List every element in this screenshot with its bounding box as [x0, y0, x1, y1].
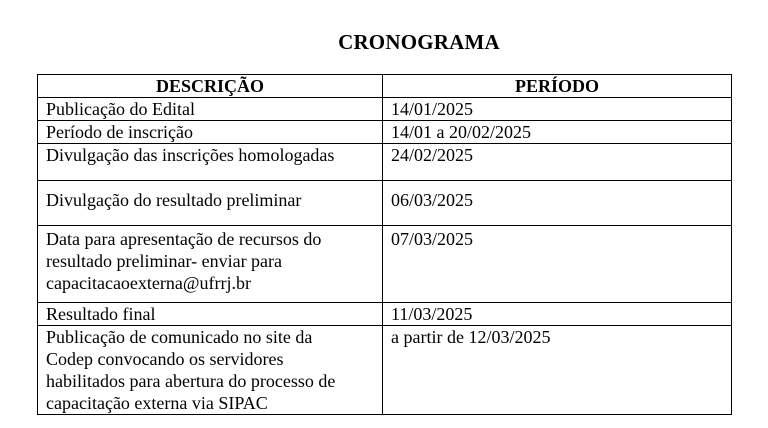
- row-description-text: Divulgação das inscrições homologadas: [46, 145, 335, 165]
- row-period: 24/02/2025: [383, 144, 732, 181]
- row-description: [38, 144, 383, 181]
- row-period: a partir de 12/03/2025: [383, 326, 732, 415]
- schedule-table: [37, 74, 732, 415]
- table-row: [38, 226, 732, 303]
- row-period: 06/03/2025: [383, 181, 732, 226]
- row-description: [38, 121, 383, 144]
- table-header-row: [38, 75, 732, 98]
- table-row: [38, 326, 732, 415]
- table-row: [38, 98, 732, 121]
- table-row: [38, 144, 732, 181]
- row-period: 11/03/2025: [383, 303, 732, 326]
- table-row: [38, 181, 732, 226]
- column-header-period: PERÍODO: [383, 75, 732, 98]
- row-description-text: Publicação do Edital: [46, 99, 195, 119]
- row-period: 14/01 a 20/02/2025: [383, 121, 732, 144]
- row-description: [38, 326, 383, 415]
- row-description-text: Divulgação do resultado preliminar: [46, 190, 302, 210]
- table-row: [38, 303, 732, 326]
- row-description: [38, 98, 383, 121]
- page-title: CRONOGRAMA: [338, 30, 500, 54]
- row-period: 14/01/2025: [383, 98, 732, 121]
- row-description: [38, 303, 383, 326]
- row-period: 07/03/2025: [383, 226, 732, 303]
- row-description-text: Período de inscrição: [46, 122, 193, 142]
- row-description-text: Publicação de comunicado no site da Codep convocando os servidores habilitados para abertura do processo de capacitação externa via SIPAC: [46, 327, 336, 413]
- row-description: [38, 181, 383, 226]
- column-header-description: DESCRIÇÃO: [38, 75, 383, 98]
- row-description: [38, 226, 383, 303]
- row-description-text: Resultado final: [46, 304, 156, 324]
- row-description-text: Data para apresentação de recursos do resultado preliminar- enviar para capacitacaoexterna@ufrrj.br: [46, 229, 322, 293]
- table-row: [38, 121, 732, 144]
